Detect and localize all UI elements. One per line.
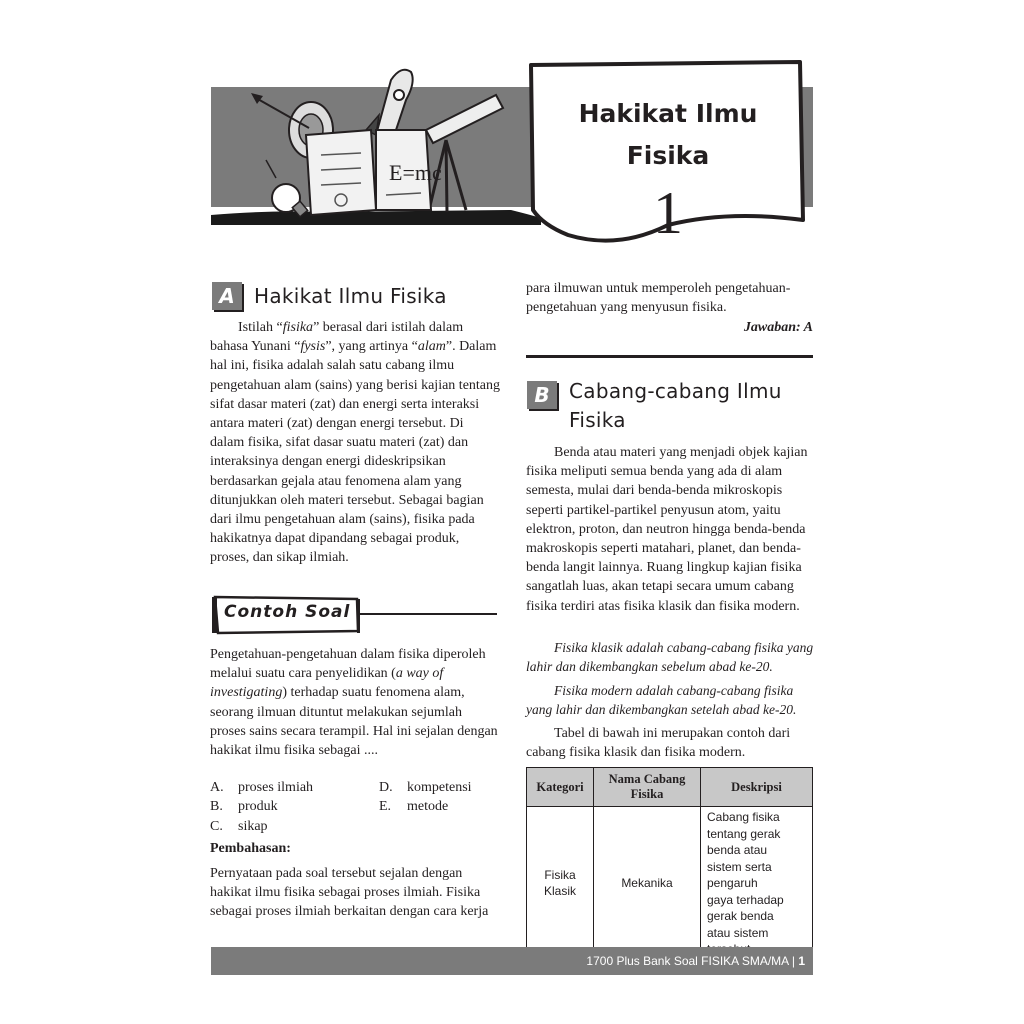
question-text: Pengetahuan-pengetahuan dalam fisika diperoleh melalui suatu cara penyelidikan (a way of investigating) terhadap suatu fenomena alam, seorang ilmuan dituntut melakukan sejumlah proses sains secara terampil. Hal ini sejalan dengan hakikat ilmu fisika sebagai .... [210,647,498,759]
telescope-icon [426,95,503,212]
table-row [527,807,813,961]
contoh-soal-label: Contoh Soal [224,602,351,622]
section-a-title: Hakikat Ilmu Fisika [254,284,447,308]
option-c: C. sikap [210,819,268,834]
pembahasan-continued: para ilmuwan untuk memperoleh pengetahuan-pengetahuan yang menyusun fisika. [526,281,791,316]
section-divider [526,355,813,358]
answer-label: Jawaban: A [743,320,813,335]
contoh-soal-rule [360,613,497,615]
table-intro: Tabel di bawah ini merupakan contoh dari cabang fisika klasik dan fisika modern. [526,726,791,761]
cell-deskripsi: Cabang fisika tentang gerak benda atau sistem serta pengaruh gaya terhadap gerak benda atau sistem [701,807,813,961]
option-e: E. metode [379,799,449,814]
option-a: A. proses ilmiah [210,780,314,795]
fisika-modern-definition: Fisika modern adalah cabang-cabang fisika yang lahir dan dikembangkan setelah abad ke-20. [526,683,797,718]
section-a-paragraph: Istilah “fisika” berasal dari istilah dalam bahasa Yunani “fysis”, yang artinya “alam”. Dalam hal ini, fisika adalah salah satu cabang ilmu pengetahuan alam (sains) yang berisi kajian tentang sifat dasar materi (zat) dan energi serta interaksi antara materi (zat) dengan energi tersebut. Di dalam fisika, sifat dasar suatu materi (zat) dan interaksinya dengan energi dideskripsikan berdasarkan gejala atau fenomena alam yang ditunjukkan oleh materi tersebut. Sebagai bagian dari ilmu pengetahuan alam (sains), fisika pada hakikatnya dapat dipandang sebagai produk, proses, dan sikap ilmiah. [210,320,501,566]
open-book-icon [306,130,442,215]
pembahasan-text: Pernyataan pada soal tersebut sejalan dengan hakikat ilmu fisika sebagai proses ilmiah. Fisika sebagai proses ilmiah berkaitan dengan cara kerja [210,866,489,920]
section-b-paragraph: Benda atau materi yang menjadi objek kajian fisika meliputi semua benda yang ada di alam semesta, mulai dari benda-benda mikroskopis seperti partikel-partikel penyusun atom, yaitu elektron, proton, dan neutron hingga benda-benda makroskopis seperti matahari, planet, dan benda-benda langit lainnya. Ruang lingkup kajian fisika sangatlah luas, akan tetapi secara umum cabang fisika terdiri atas fisika klasik dan fisika modern. [526,445,808,614]
chapter-number: 1 [653,180,683,246]
science-illustration [211,60,541,238]
footer-text: 1700 Plus Bank Soal FISIKA SMA/MA | 1 [586,954,805,968]
cell-kategori: Fisika Klasik [527,807,594,961]
branches-table [526,767,813,961]
table-header-row [527,768,813,807]
section-b-title: Cabang-cabang Ilmu Fisika [569,379,782,432]
page-number: 1 [798,954,805,968]
lightbulb-icon [266,160,308,217]
cell-nama: Mekanika [594,807,701,961]
svg-text:E=mc: E=mc [389,160,442,185]
chapter-title: Hakikat Ilmu Fisika [578,99,758,170]
table-header-nama: Nama Cabang Fisika [594,768,701,807]
section-a-badge: A [212,282,242,310]
option-b: B. produk [210,799,278,814]
table-header-deskripsi: Deskripsi [701,768,813,807]
section-b-badge: B [527,381,557,409]
table-header-kategori: Kategori [527,768,594,807]
option-d: D. kompetensi [379,780,472,795]
pembahasan-label: Pembahasan: [210,841,291,856]
fisika-klasik-definition: Fisika klasik adalah cabang-cabang fisika yang lahir dan dikembangkan sebelum abad ke-20. [526,640,814,675]
